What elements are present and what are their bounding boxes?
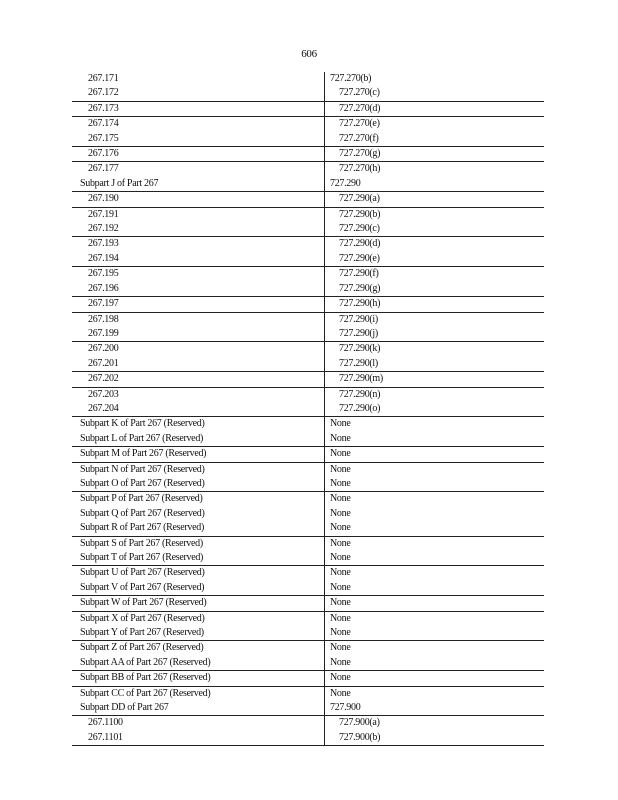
part-727-section-cell: None [325,566,545,581]
part-727-section-cell: None [325,507,545,521]
part-727-section-cell: 727.290(n) [325,387,545,402]
table-row [72,132,544,147]
table-row [72,327,544,342]
part-727-section-cell: None [325,447,545,462]
table-row [72,402,544,417]
part-727-section-cell: 727.270(d) [325,101,545,116]
part-727-section-cell: 727.290(m) [325,372,545,387]
part-267-section-cell: 267.173 [72,101,325,116]
part-267-section-cell: Subpart X of Part 267 (Reserved) [80,612,205,624]
part-267-section-cell: Subpart V of Part 267 (Reserved) [72,581,325,596]
part-727-section-cell: 727.900(b) [325,731,545,746]
part-727-section-cell: None [325,656,545,671]
table-row [72,162,544,177]
part-727-section-cell: None [325,626,545,641]
part-267-section-cell: Subpart K of Part 267 (Reserved) [80,418,205,430]
table-row [72,596,544,611]
part-727-section-cell: None [325,596,545,611]
part-267-section-cell: Subpart W of Part 267 (Reserved) [72,596,325,611]
part-727-section-cell: None [325,551,545,566]
part-727-section-cell: 727.290(l) [325,357,545,372]
part-267-section-cell: Subpart CC of Part 267 (Reserved) [80,687,211,699]
part-267-section-cell: 267.192 [72,222,325,237]
table-row [72,72,544,86]
part-267-section-cell: 267.174 [88,118,119,130]
part-727-section-cell: None [325,432,545,447]
part-267-section-cell: Subpart DD of Part 267 [72,701,325,716]
table-row [72,267,544,282]
part-727-section-cell: 727.900(a) [325,716,545,731]
part-727-section-cell: None [325,536,545,551]
page-number: 606 [301,48,317,60]
part-267-section-cell: 267.190 [72,192,325,207]
part-267-section-cell: 267.177 [88,163,119,175]
part-727-section-cell: 727.290(c) [325,222,545,237]
part-267-section-cell: Subpart AA of Part 267 (Reserved) [72,656,325,671]
part-267-section-cell: Subpart T of Part 267 (Reserved) [72,551,325,566]
part-267-section-cell: 267.194 [72,252,325,267]
part-727-section-cell: None [325,611,545,626]
part-727-section-cell: None [325,417,545,432]
part-267-section-cell: Subpart M of Part 267 (Reserved) [72,447,325,462]
table-row [72,357,544,372]
part-267-section-cell: 267.1101 [72,731,325,746]
table-row [72,641,544,656]
table-row [72,252,544,267]
table-row [72,581,544,596]
table-row [72,507,544,521]
table-row [72,462,544,477]
part-267-section-cell: 267.199 [72,327,325,342]
part-267-section-cell: Subpart L of Part 267 (Reserved) [72,432,325,447]
part-727-section-cell: None [325,492,545,507]
table-row [72,417,544,432]
table-row [72,282,544,297]
cross-reference-table [72,72,544,746]
table-row [72,492,544,507]
part-727-section-cell: 727.290(k) [325,342,545,357]
part-267-section-cell: 267.176 [72,147,325,162]
part-727-section-cell: 727.290(h) [325,297,545,312]
part-267-section-cell: 267.202 [72,372,325,387]
part-267-section-cell: Subpart N of Part 267 (Reserved) [80,463,205,475]
part-267-section-cell: Subpart Z of Part 267 (Reserved) [80,642,204,654]
part-727-section-cell: None [325,462,545,477]
part-727-section-cell: 727.290(o) [325,402,545,417]
part-727-section-cell: None [325,686,545,701]
part-267-section-cell: 267.204 [72,402,325,417]
table-row [72,716,544,731]
table-row [72,372,544,387]
part-727-section-cell: 727.290 [325,177,545,192]
table-body [72,72,544,746]
table-row [72,207,544,222]
part-267-section-cell: 267.193 [88,238,119,250]
part-727-section-cell: 727.290(j) [325,327,545,342]
table-row [72,521,544,536]
part-727-section-cell: 727.290(d) [325,237,545,252]
part-727-section-cell: None [325,581,545,596]
table-row [72,312,544,327]
part-267-section-cell: Subpart U of Part 267 (Reserved) [80,567,205,579]
table-row [72,626,544,641]
table-row [72,656,544,671]
table-row [72,297,544,312]
table-row [72,432,544,447]
part-267-section-cell: Subpart Q of Part 267 (Reserved) [80,507,205,519]
part-267-section-cell: 267.197 [72,297,325,312]
part-727-section-cell: 727.290(a) [325,192,545,207]
part-267-section-cell: Subpart R of Part 267 (Reserved) [72,521,325,536]
part-727-section-cell: 727.270(f) [325,132,545,147]
part-727-section-cell: None [325,641,545,656]
table-row [72,731,544,746]
part-267-section-cell: 267.203 [88,388,119,400]
part-727-section-cell: None [325,477,545,492]
table-row [72,566,544,581]
table-row [72,192,544,207]
part-267-section-cell: 267.200 [88,343,119,355]
part-727-section-cell: 727.290(i) [325,312,545,327]
part-267-section-cell: 267.175 [72,132,325,147]
table-row [72,101,544,116]
table-row [72,147,544,162]
table-row [72,86,544,101]
part-727-section-cell: 727.270(h) [325,162,545,177]
part-267-section-cell: 267.201 [72,357,325,372]
part-267-section-cell: Subpart Y of Part 267 (Reserved) [72,626,325,641]
part-267-section-cell: Subpart P of Part 267 (Reserved) [80,493,203,505]
table-row [72,686,544,701]
part-727-section-cell: 727.270(b) [325,72,545,86]
table-row [72,671,544,686]
part-267-section-cell: 267.172 [72,86,325,101]
table-row [72,701,544,716]
table-row [72,447,544,462]
table-row [72,222,544,237]
part-727-section-cell: None [325,521,545,536]
part-727-section-cell: None [325,671,545,686]
table-row [72,237,544,252]
part-267-section-cell: Subpart J of Part 267 [72,177,325,192]
table-row [72,342,544,357]
part-727-section-cell: 727.270(e) [325,117,545,132]
part-267-section-cell: 267.196 [72,282,325,297]
part-267-section-cell: 267.191 [88,208,119,220]
table-row [72,117,544,132]
table-row [72,536,544,551]
part-267-section-cell: 267.195 [88,268,119,280]
table-row [72,387,544,402]
part-727-section-cell: 727.290(g) [325,282,545,297]
part-727-section-cell: 727.290(b) [325,207,545,222]
part-727-section-cell: 727.270(g) [325,147,545,162]
part-267-section-cell: Subpart O of Part 267 (Reserved) [72,477,325,492]
part-267-section-cell: 267.171 [88,73,119,84]
table-row [72,477,544,492]
part-727-section-cell: 727.270(c) [325,86,545,101]
part-727-section-cell: 727.290(e) [325,252,545,267]
table-row [72,177,544,192]
part-727-section-cell: 727.290(f) [325,267,545,282]
part-267-section-cell: 267.1100 [88,717,123,729]
table-row [72,551,544,566]
table-row [72,611,544,626]
part-267-section-cell: Subpart S of Part 267 (Reserved) [80,537,203,549]
part-267-section-cell: 267.198 [88,313,119,325]
part-267-section-cell: Subpart BB of Part 267 (Reserved) [72,671,325,686]
part-727-section-cell: 727.900 [325,701,545,716]
